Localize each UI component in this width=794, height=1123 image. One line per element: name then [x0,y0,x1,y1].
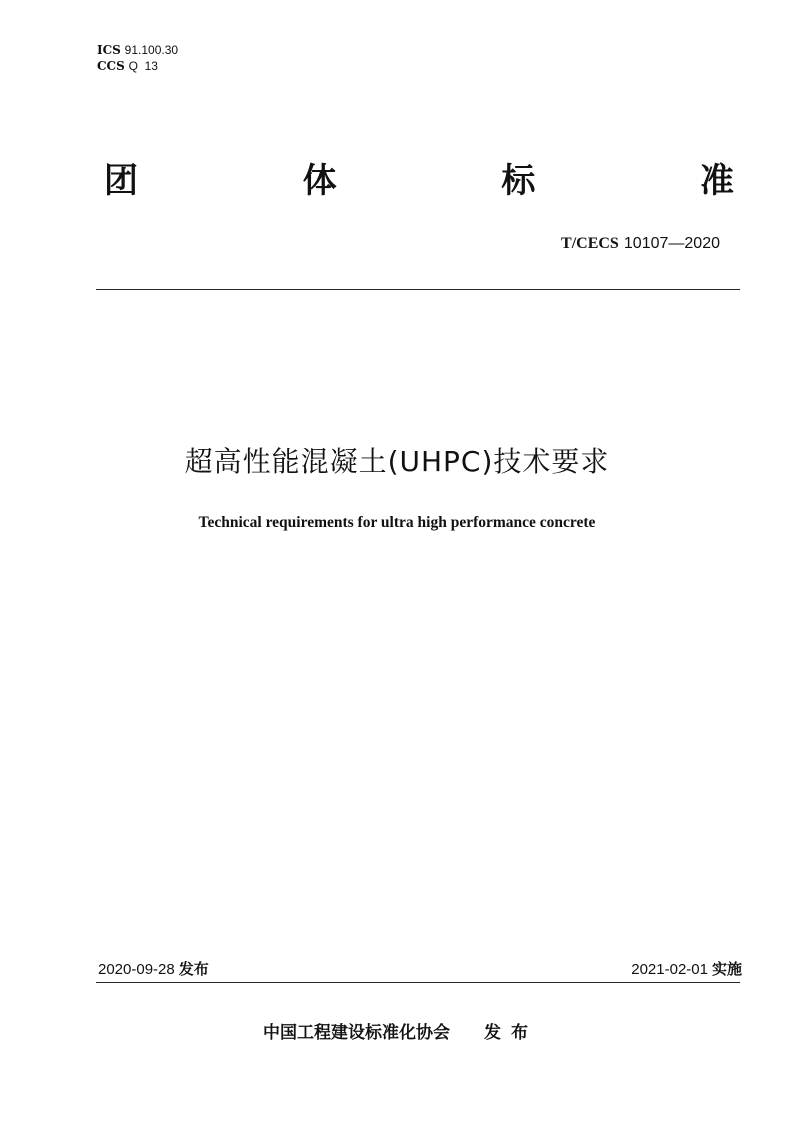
ics-line [97,42,178,58]
publisher-organization: 中国工程建设标准化协会 [263,1023,450,1043]
standard-type-heading [104,158,734,204]
ccs-line [97,58,178,74]
standard-number-code: 10107—2020 [623,235,720,252]
standard-type-char: 体 [302,161,337,201]
document-title-chinese: 超高性能混凝土(UHPC)技术要求 [184,445,610,478]
publisher-action: 发布 [484,1023,538,1043]
standard-type-char: 准 [699,161,734,201]
implement-word: 实施 [711,960,742,978]
standard-number [561,233,720,254]
ics-label: ICS [97,43,121,57]
issue-date-block [98,958,209,981]
date-row [98,958,742,980]
publisher-line [263,1021,538,1045]
implement-date-block [631,958,742,981]
standard-type-char: 标 [501,161,536,201]
standard-number-prefix: T/CECS [561,235,619,252]
standard-type-char: 团 [104,161,138,201]
ics-code: 91.100.30 [124,43,179,57]
implement-date: 2021-02-01 [631,961,708,978]
document-title-english: Technical requirements for ultra high performance concrete [198,514,596,531]
footer-divider [96,982,740,983]
ccs-code: Q 13 [128,59,158,73]
header-divider [96,289,740,290]
issue-word: 发布 [178,960,209,978]
ccs-label: CCS [97,59,125,73]
issue-date: 2020-09-28 [98,961,175,978]
classification-codes [97,42,178,74]
